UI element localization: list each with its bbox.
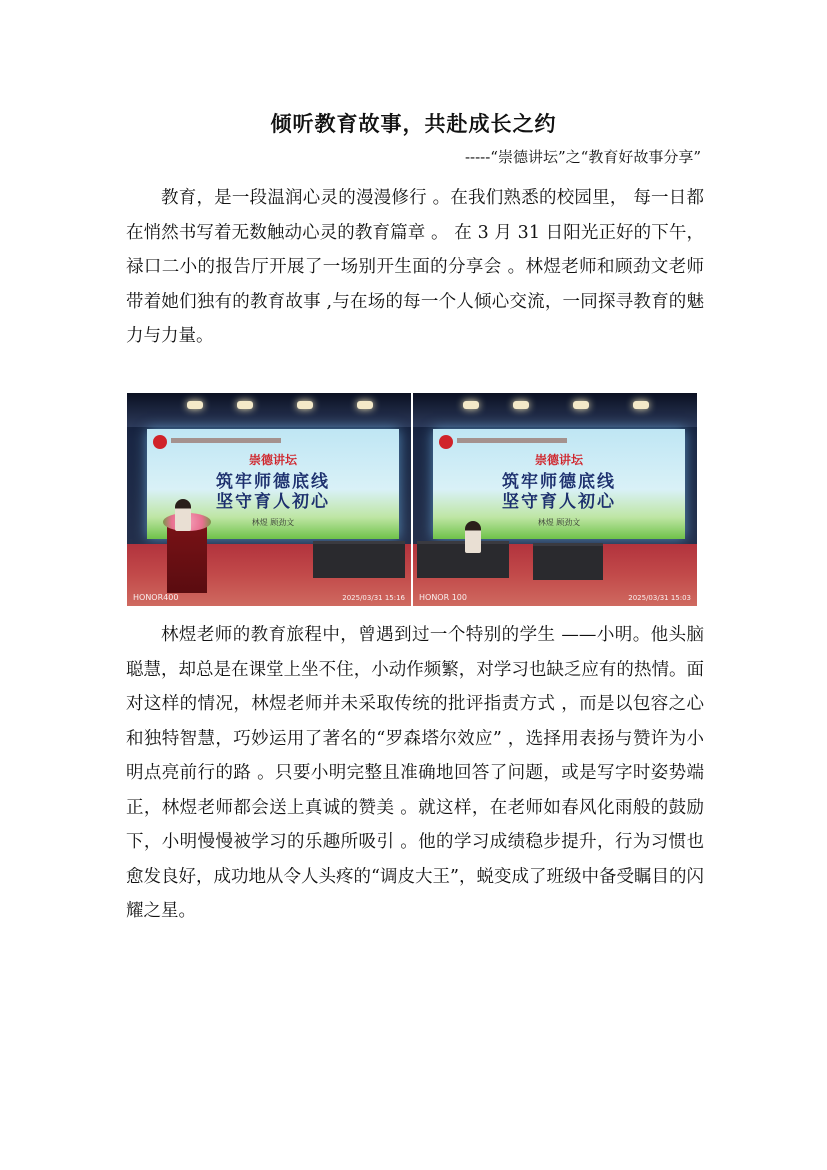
school-emblem-icon: [439, 435, 453, 449]
screen-header-line: [457, 438, 567, 443]
event-photo-right: [413, 393, 697, 606]
screen-line-2: 筑牢师德底线: [216, 472, 330, 492]
photo-timestamp: 2025/03/31 15:16: [342, 594, 405, 602]
speaker-figure: [465, 521, 481, 553]
paragraph-story: 林煜老师的教育旅程中，曾遇到过一个特别的学生 ——小明。他头脑聪慧，却总是在课堂上坐不住，小动作频繁，对学习也缺乏应有的热情。面对这样的情况，林煜老师并未采取传统的批评指责方式 ，而是以包容之心和独特智慧，巧妙运用了著名的“罗森塔尔效应” ，选择用表扬与赞许为小明点亮前行的路 。只要小明完整且准确地回答了问题，或是写字时姿势端正，林煜老师都会送上真诚的赞美 。就这样，在老师如春风化雨般的鼓励下，小明慢慢被学习的乐趣所吸引 。他的学习成绩稳步提升，行为习惯也愈发良好，成功地从令人头疼的“调皮大王”，蜕变成了班级中备受瞩目的闪耀之星。: [126, 625, 704, 921]
screen-line-1: 崇德讲坛: [248, 453, 297, 467]
ceiling-lamp-icon: [237, 401, 253, 409]
screen-speaker-names: 林煜 顾劲文: [537, 518, 581, 527]
desk: [313, 541, 405, 578]
ceiling-lamp-icon: [513, 401, 529, 409]
ceiling-lamp-icon: [633, 401, 649, 409]
document-subtitle: -----“崇德讲坛”之“教育好故事分享”: [464, 148, 701, 166]
event-photo-left: [127, 393, 411, 606]
speaker-figure: [175, 499, 191, 531]
screen-speaker-names: 林煜 顾劲文: [251, 518, 295, 527]
screen-header-line: [171, 438, 281, 443]
screen-line-2: 筑牢师德底线: [502, 472, 616, 492]
photo-row: [127, 393, 697, 606]
desk: [417, 541, 509, 578]
camera-brand-watermark: HONOR400: [133, 593, 179, 602]
ceiling-lamp-icon: [357, 401, 373, 409]
paragraph-intro: 教育，是一段温润心灵的漫漫修行 。在我们熟悉的校园里， 每一日都在悄然书写着无数触动心灵的教育篇章 。 在 3 月 31 日阳光正好的下午，禄口二小的报告厅开展了一场别开生面的分享会 。林煜老师和顾劲文老师带着她们独有的教育故事 ,与在场的每一个人倾心交流，一同探寻教育的魅力与力量。: [126, 188, 704, 346]
screen-line-3: 坚守育人初心: [216, 492, 330, 512]
desk: [533, 543, 603, 580]
ceiling-lamp-icon: [573, 401, 589, 409]
camera-brand-watermark: HONOR 100: [419, 593, 467, 602]
document-title: 倾听教育故事，共赴成长之约: [270, 111, 557, 136]
school-emblem-icon: [153, 435, 167, 449]
ceiling-lamp-icon: [297, 401, 313, 409]
screen-line-3: 坚守育人初心: [502, 492, 616, 512]
ceiling: [127, 393, 411, 427]
ceiling: [413, 393, 697, 427]
ceiling-lamp-icon: [187, 401, 203, 409]
photo-timestamp: 2025/03/31 15:03: [628, 594, 691, 602]
screen-line-1: 崇德讲坛: [534, 453, 583, 467]
podium: [167, 521, 207, 593]
ceiling-lamp-icon: [463, 401, 479, 409]
